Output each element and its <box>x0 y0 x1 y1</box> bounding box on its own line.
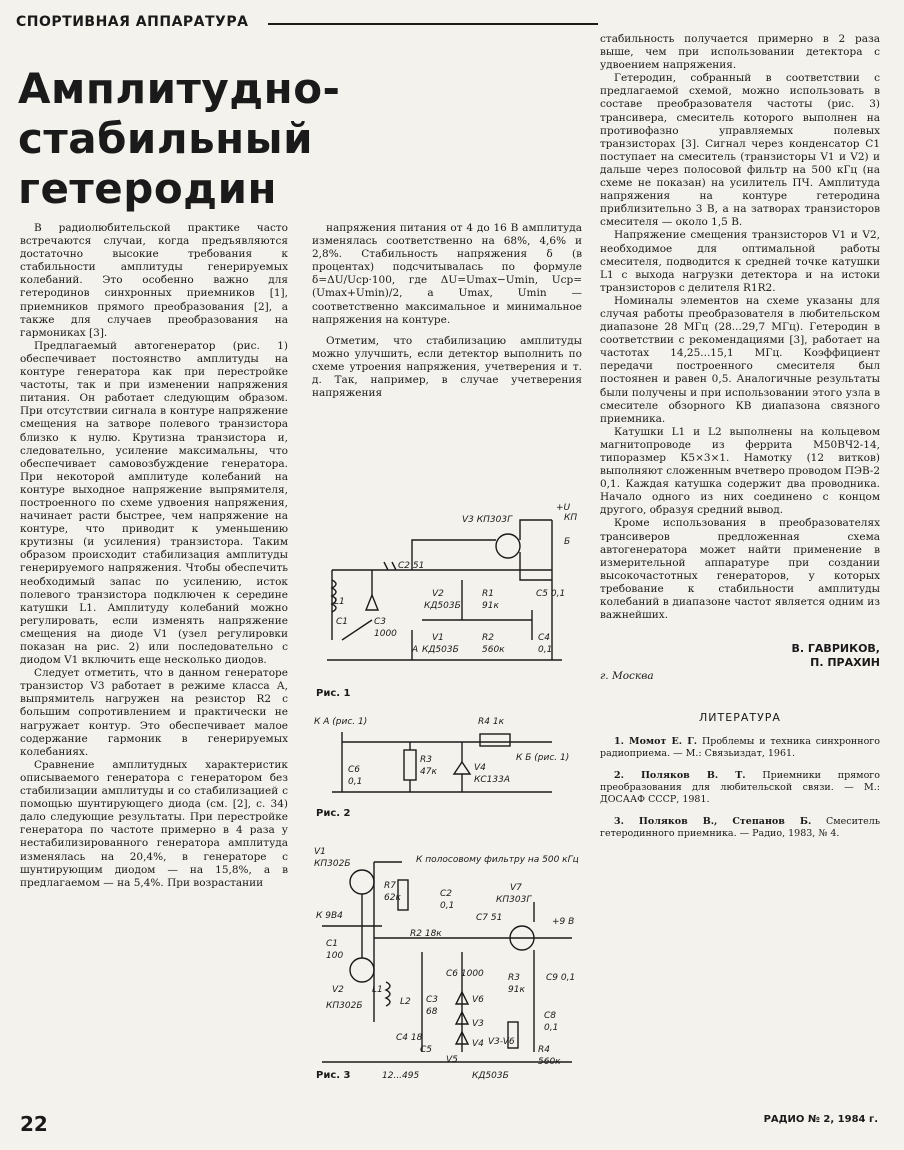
label-v2: V2 <box>432 589 444 599</box>
label-kp303: КП303Г <box>496 895 532 905</box>
label-c4: C4 18 <box>396 1033 423 1043</box>
city: г. Москва <box>600 670 654 683</box>
paragraph: Следует отметить, что в данном генераторе транзистор V3 работает в режиме класса А, выпрямитель нагружен на резистор R2 с большим сопротивлением и практически не нагружает контур. Это обеспечивает малое содержание гармоник в генерируемых колебаниях. <box>20 667 288 758</box>
label-l2: L2 <box>400 997 411 1007</box>
label-c4v: 0,1 <box>538 645 553 655</box>
label-kb: К Б (рис. 1) <box>516 753 570 763</box>
label-kd: КД503Б <box>424 601 461 611</box>
label-c6v: 0,1 <box>348 777 363 787</box>
label-c1v: 100 <box>326 951 344 961</box>
label-c8v: 0,1 <box>544 1023 559 1033</box>
label-kc: КС133А <box>474 775 511 785</box>
figure-2-schematic <box>312 712 592 804</box>
label-r7: R7 <box>384 881 396 891</box>
label-r3v: 91к <box>508 985 525 995</box>
literature-item <box>600 736 880 760</box>
page-number: 22 <box>20 1112 48 1136</box>
literature-text: Приемники прямого преобразования для любительской связи. — М.: ДОСААФ СССР, 1981. <box>600 770 880 806</box>
label-filter: К полосовому фильтру на 500 кГц <box>416 855 579 865</box>
label-kp302-1: КП302Б <box>314 859 351 869</box>
label-c1: C1 <box>326 939 339 949</box>
label-c3: C3 <box>426 995 439 1005</box>
figure-3-caption: Рис. 3 <box>316 1070 351 1081</box>
title-line-2: гетеродин <box>18 164 278 213</box>
label-c5: C5 <box>420 1045 433 1055</box>
paragraph: стабильность получается примерно в 2 раза выше, чем при использовании детектора с удвоением напряжения. <box>600 33 880 72</box>
literature-text: Проблемы и техника синхронного радиоприема. — М.: Связьиздат, 1961. <box>600 736 880 760</box>
label-b: Б <box>564 537 571 547</box>
literature-author: 3. Поляков В., Степанов Б. <box>614 816 812 828</box>
label-v1: V1 <box>432 633 444 643</box>
label-ka: К А (рис. 1) <box>314 717 368 727</box>
label-r3: R3 <box>420 755 432 765</box>
literature-heading: ЛИТЕРАТУРА <box>699 711 781 725</box>
label-v3-v6: V3-V6 <box>488 1037 515 1047</box>
paragraph: В радиолюбительской практике часто встречаются случаи, когда предъявляются достаточно высокие требования к стабильности амплитуды генерируемых колебаний. Это особенно важно для гетеродинов синхронных приемников [1], приемников прямого преобразования [2], а также для случаев преобразования на гармониках [3]. <box>20 222 288 339</box>
label-kp: КП <box>564 513 578 523</box>
label-c2v: 0,1 <box>440 901 455 911</box>
label-c3: C3 <box>374 617 387 627</box>
literature-item <box>600 816 880 840</box>
resistor-r4 <box>480 734 510 746</box>
label-c3v: 1000 <box>374 629 397 639</box>
zener-v4 <box>454 762 470 774</box>
label-r2: R2 <box>482 633 494 643</box>
transistor-v3-symbol <box>496 534 520 558</box>
paragraph: Гетеродин, собранный в соответствии с предлагаемой схемой, можно использовать в составе преобразователя частоты (рис. 3) трансивера, смеситель которого выполнен на противофазно управляемых полевых транзисторах [3]. Сигнал через конденсатор C1 поступает на смеситель (транзисторы V1 и V2) и дальше через полосовой фильтр на 500 кГц (на схеме не показан) на усилитель ПЧ. Амплитуда напряжения на контуре гетеродина приблизительно 3 В, а на затворах транзисторов смесителя — около 1,5 В. <box>600 72 880 229</box>
label-r3v: 47к <box>420 767 437 777</box>
author-1: В. ГАВРИКОВ, <box>791 642 880 656</box>
paragraph: Номиналы элементов на схеме указаны для случая работы преобразователя в любительском диапазоне 28 МГц (28...29,7 МГц). Гетеродин в соответствии с рекомендациями [3], работает на частотах 14,25...15,1 МГц. Коэффициент передачи построенного смесителя был постоянен и равен 0,5. Аналогичные результаты были получены и при использовании этого узла в смесителе обзорного КВ диапазона связного приемника. <box>600 294 880 425</box>
label-c1: C1 <box>336 617 349 627</box>
label-plus-9v: +9 В <box>552 917 575 927</box>
label-v3: V3 <box>472 1019 484 1029</box>
label-r7v: 62к <box>384 893 401 903</box>
label-c7: C7 51 <box>476 913 503 923</box>
section-rule <box>268 23 598 25</box>
literature-author: 2. Поляков В. Т. <box>614 770 746 782</box>
label-r2v: 560к <box>482 645 505 655</box>
label-c8: C8 <box>544 1011 557 1021</box>
label-kd1: КД503Б <box>422 645 459 655</box>
label-kp302-2: КП302Б <box>326 1001 363 1011</box>
label-r3: R3 <box>508 973 520 983</box>
section-tag: СПОРТИВНАЯ АППАРАТУРА <box>16 14 249 30</box>
journal-footer: РАДИО № 2, 1984 г. <box>763 1114 878 1125</box>
label-v2: V2 <box>332 985 344 995</box>
label-v5: V5 <box>446 1055 458 1065</box>
title-line-1: Амплитудно-стабильный <box>18 64 341 163</box>
label-plus-u: +U <box>556 503 571 513</box>
paragraph: Кроме использования в преобразователях трансиверов предложенная схема автогенератора может найти применение в измерительной аппаратуре при создании высокочастотных генераторов, у которых требование к стабильности амплитуды колебаний в диапазоне частот является одним из важнейших. <box>600 517 880 622</box>
label-c2: C2 <box>440 889 453 899</box>
label-r4: R4 <box>538 1045 550 1055</box>
paragraph: Отметим, что стабилизацию амплитуды можно улучшить, если детектор выполнить по схеме утроения напряжения, учетверения и т. д. Так, например, в случае учетверения напряжения <box>312 334 582 400</box>
label-r1: R1 <box>482 589 494 599</box>
paragraph: Катушки L1 и L2 выполнены на кольцевом магнитопроводе из феррита М50ВЧ2-14, типоразмер К5×3×1. Намотку (12 витков) выполняют сложенным вчетверо проводом ПЭВ-2 0,1. Каждая катушка содержит два проводника. Начало одного из них соединено с концом другого, образуя средний вывод. <box>600 425 880 517</box>
label-r4: R4 1к <box>478 717 505 727</box>
literature-item <box>600 770 880 806</box>
label-c6: C6 <box>348 765 361 775</box>
transistor-v1-symbol <box>350 870 374 894</box>
column-1 <box>20 222 288 890</box>
label-k9: К 9В4 <box>316 911 343 921</box>
transistor-v2-symbol <box>350 958 374 982</box>
label-c5v: 12...495 <box>382 1071 420 1081</box>
label-v7: V7 <box>510 883 522 893</box>
label-v1: V1 <box>314 847 326 857</box>
label-a: А <box>412 645 419 655</box>
resistor-r3 <box>404 750 416 780</box>
label-c5: C5 0,1 <box>536 589 566 599</box>
label-c6: C6 1000 <box>446 969 484 979</box>
label-l1: L1 <box>372 985 383 995</box>
label-v4: V4 <box>474 763 486 773</box>
paragraph: напряжения питания от 4 до 16 В амплитуда изменялась соответственно на 68%, 4,6% и 2,8%. Стабильность напряжения δ (в процентах) подсчитывалась по формуле δ=ΔU/Uср·100, где ΔU=Umax−Umin, Uср=(Umax+Umin)/2, а Umax, Umin — соответственно максимальное и минимальное напряжения на контуре. <box>312 222 582 326</box>
literature-text: Смеситель гетеродинного приемника. — Радио, 1983, № 4. <box>600 816 881 840</box>
figure-3-schematic <box>312 842 592 1084</box>
label-r4v: 560к <box>538 1057 561 1067</box>
label-c2: C2 51 <box>398 561 425 571</box>
label-r1v: 91к <box>482 601 499 611</box>
column-2 <box>312 222 582 400</box>
paragraph: Сравнение амплитудных характеристик описываемого генератора с генератором без стабилизации амплитуды и со стабилизацией с помощью шунтирующего диода (см. [2], с. 34) дало следующие результаты. При перестройке генератора по частоте примерно в 4 раза у нестабилизированного генератора амплитуда изменялась на 20,4%, в генераторе с шунтирующим диодом — на 15,8%, а в предлагаемом — на 5,4%. При возрастании <box>20 758 288 889</box>
label-v4: V4 <box>472 1039 484 1049</box>
label-l1: L1 <box>334 597 345 607</box>
label-c3v: 68 <box>426 1007 438 1017</box>
label-v6: V6 <box>472 995 484 1005</box>
label-v3: V3 КП303Г <box>462 515 513 525</box>
paragraph: Напряжение смещения транзисторов V1 и V2, необходимое для оптимальной работы смесителя, подводится к средней точке катушки L1 с выхода нагрузки детектора и на истоки транзисторов с делителя R1R2. <box>600 229 880 294</box>
coil-l1-l2 <box>386 982 390 1006</box>
author-2: П. ПРАХИН <box>810 656 880 670</box>
figure-1-caption: Рис. 1 <box>316 688 351 699</box>
label-c9: C9 0,1 <box>546 973 576 983</box>
literature-author: 1. Момот Е. Г. <box>614 736 698 748</box>
label-c4: C4 <box>538 633 551 643</box>
article-title <box>18 64 608 214</box>
figure-2-caption: Рис. 2 <box>316 808 351 819</box>
paragraph: Предлагаемый автогенератор (рис. 1) обеспечивает постоянство амплитуды на контуре генератора как при перестройке частоты, так и при изменении напряжения питания. Он работает следующим образом. При отсутствии сигнала в контуре напряжение смещения на затворе полевого транзистора близко к нулю. Крутизна транзистора и, следовательно, усиление максимальны, что обеспечивает самовозбуждение генератора. При некоторой амплитуде колебаний на контуре выходное напряжение выпрямителя, построенного по схеме удвоения напряжения, начинает расти быстрее, чем напряжение на контуре, что приводит к уменьшению крутизны (и усиления) транзистора. Таким образом происходит стабилизация амплитуды генерируемого напряжения. Чтобы обеспечить необходимый запас по усилению, исток полевого транзистора подключен к середине катушки L1. Амплитуду колебаний можно регулировать, если изменять напряжение смещения на диоде V1 (узел регулировки показан на рис. 2) или последовательно с диодом V1 включить еще несколько диодов. <box>20 339 288 667</box>
authors <box>600 642 880 670</box>
label-kd503: КД503Б <box>472 1071 509 1081</box>
figure-1-schematic <box>312 500 592 682</box>
column-3 <box>600 33 880 850</box>
label-r2: R2 18к <box>410 929 442 939</box>
